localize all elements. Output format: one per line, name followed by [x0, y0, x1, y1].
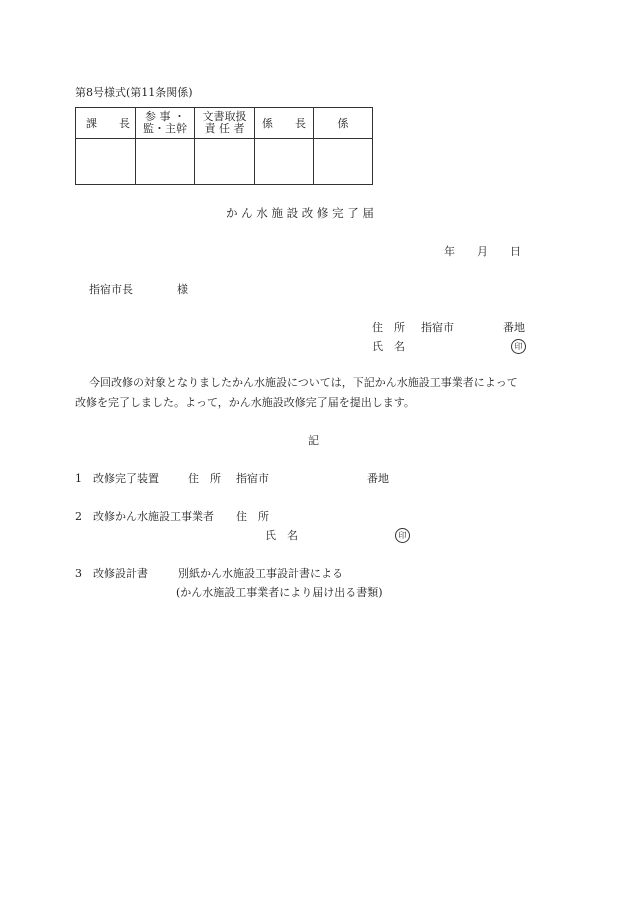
item-2-seal-icon: 印 — [395, 528, 410, 543]
header-subsection-chief: 係 長 — [255, 108, 314, 139]
applicant-seal-icon: 印 — [511, 339, 526, 354]
stamp-box-subsection-chief — [255, 139, 314, 185]
applicant-address-suffix: 番地 — [503, 321, 525, 334]
document-title: か ん 水 施 設 改 修 完 了 届 — [226, 206, 374, 220]
header-document-officer: 文書取扱 責 任 者 — [195, 108, 255, 139]
stamp-box-staff — [314, 139, 373, 185]
approval-stamp-table — [75, 107, 373, 185]
form-number: 第8号様式(第11条関係) — [75, 86, 193, 99]
addressee: 指宿市長 様 — [89, 283, 188, 296]
item-3-number: 3 — [75, 567, 82, 580]
item-1-label: 改修完了装置 — [93, 472, 159, 485]
item-2-label: 改修かん水施設工事業者 — [93, 510, 214, 523]
applicant-address-label: 住 所 — [372, 321, 405, 334]
item-3-value: 別紙かん水施設工事設計書による — [178, 567, 343, 580]
applicant-name-label: 氏 名 — [372, 340, 405, 353]
stamp-box-document-officer — [195, 139, 255, 185]
item-1-address-value: 指宿市 — [236, 472, 269, 485]
item-3-note: (かん水施設工事業者により届け出る書類) — [176, 586, 383, 599]
ki-heading: 記 — [308, 434, 319, 447]
date-line: 年 月 日 — [444, 245, 521, 258]
body-text-line-2: 改修を完了しました。よって，かん水施設改修完了届を提出します。 — [75, 396, 415, 409]
item-3-label: 改修設計書 — [93, 567, 148, 580]
stamp-box-councilor — [136, 139, 195, 185]
item-2-number: 2 — [75, 510, 82, 523]
header-staff: 係 — [314, 108, 373, 139]
item-1-number: 1 — [75, 472, 82, 485]
item-1-address-label: 住 所 — [188, 472, 221, 485]
header-councilor: 参 事 ・ 監・主幹 — [136, 108, 195, 139]
item-2-address-label: 住 所 — [236, 510, 269, 523]
header-section-chief: 課 長 — [76, 108, 136, 139]
item-2-name-label: 氏 名 — [265, 529, 298, 542]
item-1-address-suffix: 番地 — [367, 472, 389, 485]
body-text-line-1: 今回改修の対象となりましたかん水施設については，下記かん水施設工事業者によって — [89, 376, 518, 389]
stamp-box-section-chief — [76, 139, 136, 185]
applicant-address-value: 指宿市 — [421, 321, 454, 334]
